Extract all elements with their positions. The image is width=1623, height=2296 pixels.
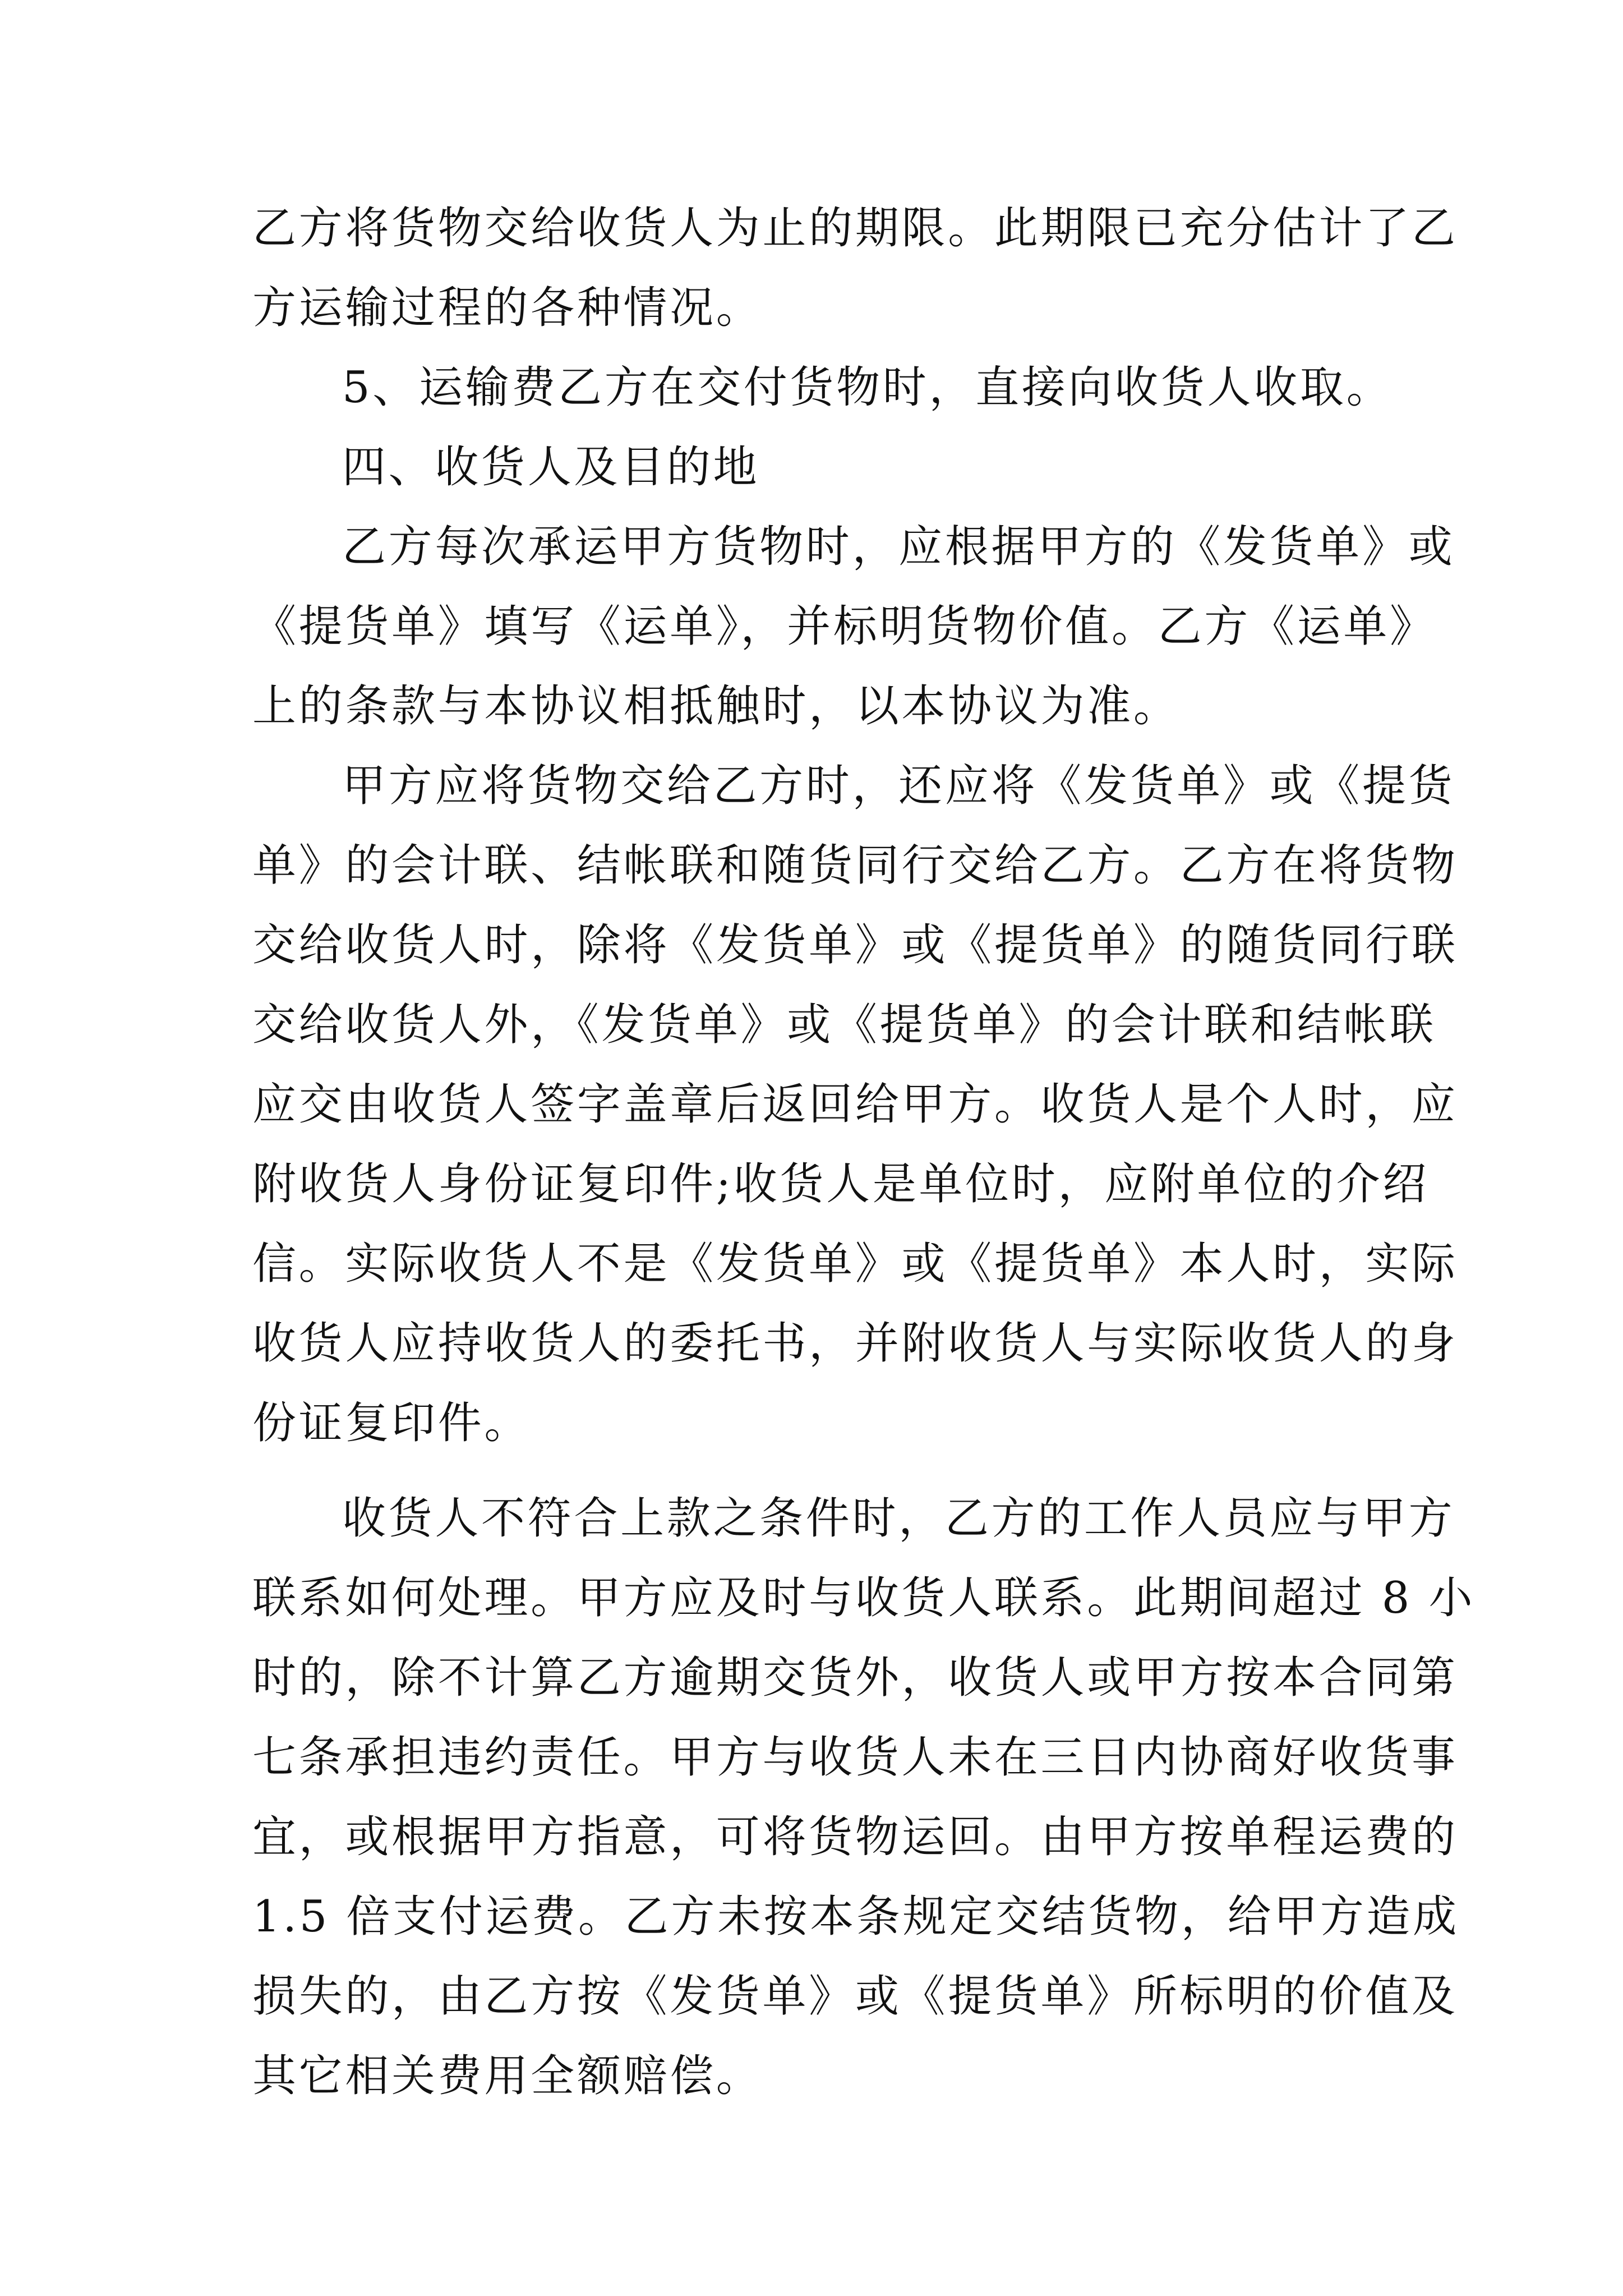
text-line: 5、运输费乙方在交付货物时，直接向收货人收取。 <box>342 362 1393 413</box>
document-body <box>252 188 1476 2116</box>
text-line: 1.5 倍支付运费。乙方未按本条规定交结货物，给甲方造成 <box>252 1892 1459 1942</box>
text-line: 四、收货人及目的地 <box>342 442 760 493</box>
text-line: 联系如何处理。甲方应及时与收货人联系。此期间超过 8 小 <box>252 1573 1476 1623</box>
text-line: 乙方每次承运甲方货物时，应根据甲方的《发货单》或 <box>342 522 1455 572</box>
paragraph-4 <box>252 507 1455 746</box>
text-line: 乙方将货物交给收货人为止的期限。此期限已充分估计了乙 <box>252 203 1458 254</box>
text-line: 附收货人身份证复印件;收货人是单位时，应附单位的介绍 <box>252 1159 1429 1209</box>
text-line: 七条承担违约责任。甲方与收货人未在三日内协商好收货事 <box>252 1732 1458 1783</box>
text-line: 《提货单》填写《运单》，并标明货物价值。乙方《运单》 <box>252 601 1436 652</box>
text-line: 交给收货人时，除将《发货单》或《提货单》的随货同行联 <box>252 920 1458 970</box>
text-line: 宜，或根据甲方指意，可将货物运回。由甲方按单程运费的 <box>252 1812 1458 1862</box>
text-line: 交给收货人外，《发货单》或《提货单》的会计联和结帐联 <box>252 1000 1436 1050</box>
text-line: 方运输过程的各种情况。 <box>252 283 763 333</box>
text-line: 甲方应将货物交给乙方时，还应将《发货单》或《提货 <box>342 761 1455 811</box>
text-line: 时的，除不计算乙方逾期交货外，收货人或甲方按本合同第 <box>252 1653 1458 1703</box>
text-line: 应交由收货人签字盖章后返回给甲方。收货人是个人时，应 <box>252 1079 1458 1130</box>
text-line: 收货人应持收货人的委托书，并附收货人与实际收货人的身 <box>252 1318 1458 1369</box>
text-line: 信。实际收货人不是《发货单》或《提货单》本人时，实际 <box>252 1239 1458 1289</box>
text-line: 上的条款与本协议相抵触时，以本协议为准。 <box>252 681 1180 731</box>
paragraph-6 <box>252 1479 1476 2116</box>
section-heading <box>252 427 1391 507</box>
paragraph-1 <box>252 188 1458 348</box>
text-line: 损失的，由乙方按《发货单》或《提货单》所标明的价值及 <box>252 1971 1458 2022</box>
text-line: 收货人不符合上款之条件时，乙方的工作人员应与甲方 <box>342 1493 1455 1544</box>
paragraph-5 <box>252 746 1458 1463</box>
text-line: 其它相关费用全额赔偿。 <box>252 2051 763 2101</box>
text-line: 份证复印件。 <box>252 1398 531 1448</box>
paragraph-2 <box>252 348 1391 427</box>
text-line: 单》的会计联、结帐联和随货同行交给乙方。乙方在将货物 <box>252 840 1458 891</box>
